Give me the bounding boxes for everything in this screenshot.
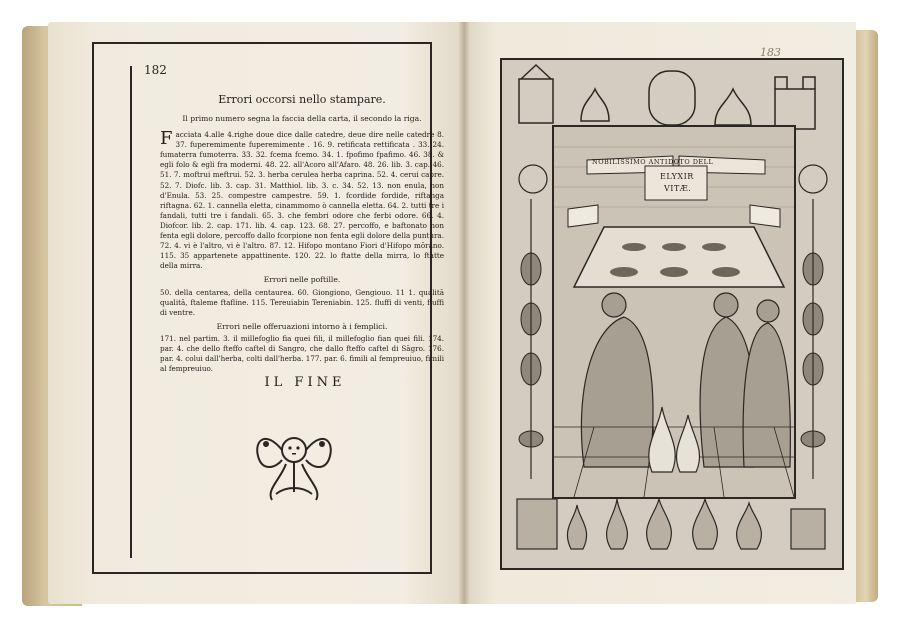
postille-text: 50. della centarea, della centaurea. 60. Giongiono, Gengiouo. 11 1. qualitā qualitā, ftaleme ftafline. 115. Tereuiabin Tereniabin. 125. fluffi di venti, fluffi di ventre. bbox=[160, 287, 444, 317]
end-text: IL FINE bbox=[264, 375, 346, 390]
errata-title: Errori occorsi nello stampare. bbox=[218, 93, 386, 106]
banner-text: NOBILISSIMO ANTIDOTO DELL bbox=[592, 158, 714, 166]
osservazioni-heading: Errori nelle offeruazioni intorno à i femplici. bbox=[216, 321, 388, 331]
errata-intro: Il primo numero segna la faccia della carta, il secondo la riga. bbox=[182, 114, 422, 123]
errata-paragraph-text: acciata 4.alle 4.righe doue dice dalle catedre, deue dire nelle catedre 8. 37. fuperemimente fuperemimente . 16. 9. retificata rettificata . 33. 24. fumaterra fumoterra. 33. 32. fcema fcemo. 34. 1. fpofimo fpafimo. 46. 38. & egli folo & egli fra moderni. 48. 22. all'Acoro all'Afaro. 48. 26. lib. 3. cap. 46. 51. 7. moftrui meftrui. 52. 3. herba cerulea herba caprina. 52. 4. cerui capre. 52. 7. Diofc. lib. 3. cap. 31. Matthiol. lib. 3. c. 34. 52. 13. non enula, non d'Enula. 53. 25. compestre campestre. 59. 1. fcordide fordide, riftanga riftagna. 62. 1. cannella eletta, cinammomo ò cannella eletta. 64. 2. tutti tre i fandali, tutti tre i fandali. 65. 3. che fembri odore che ferbi odore. 66. 4. Diofcor. lib. 2. cap. 171. lib. 4. cap. 123. 68. 27. percoffo, e baftonato non fenta egli dolore, percoffo dallo fcorpione non fenta egli dolore della puntura. 72. 4. vi è l'altro, vi è l'altro. 87. 12. Hifopo montano Fiori d'Hifopo mōrano. 115. 35 appartenete appattinente. 120. 22. lo ftatte della mirra, lo ftatte della mirra. bbox=[160, 130, 444, 271]
scroll-text-line2: VITÆ. bbox=[664, 184, 692, 193]
page-number-right: 183 bbox=[760, 46, 781, 59]
book-gutter bbox=[458, 22, 470, 604]
errata-text-block bbox=[160, 92, 444, 374]
errata-paragraph bbox=[160, 130, 444, 271]
page-number-left: 182 bbox=[144, 63, 167, 77]
drop-cap: F bbox=[160, 128, 173, 150]
printers-ornament-icon bbox=[246, 410, 342, 506]
postille-heading: Errori nelle poftille. bbox=[263, 275, 341, 285]
scroll-text-line1: ELYXIR bbox=[660, 172, 694, 181]
osservazioni-text: 171. nel partim. 3. il millefoglio fia quei fili, il millefoglio fian quei fili. 174. par. 4. che dello fteffo caftel di Sangro, che dallo fteffo caftel di Sāgro. 176. par. 4. colui dall'herba, colti dall'herba. 177. par. 6. fimili al fempreuiuo, fimili al fempreuiuo. bbox=[160, 333, 444, 374]
